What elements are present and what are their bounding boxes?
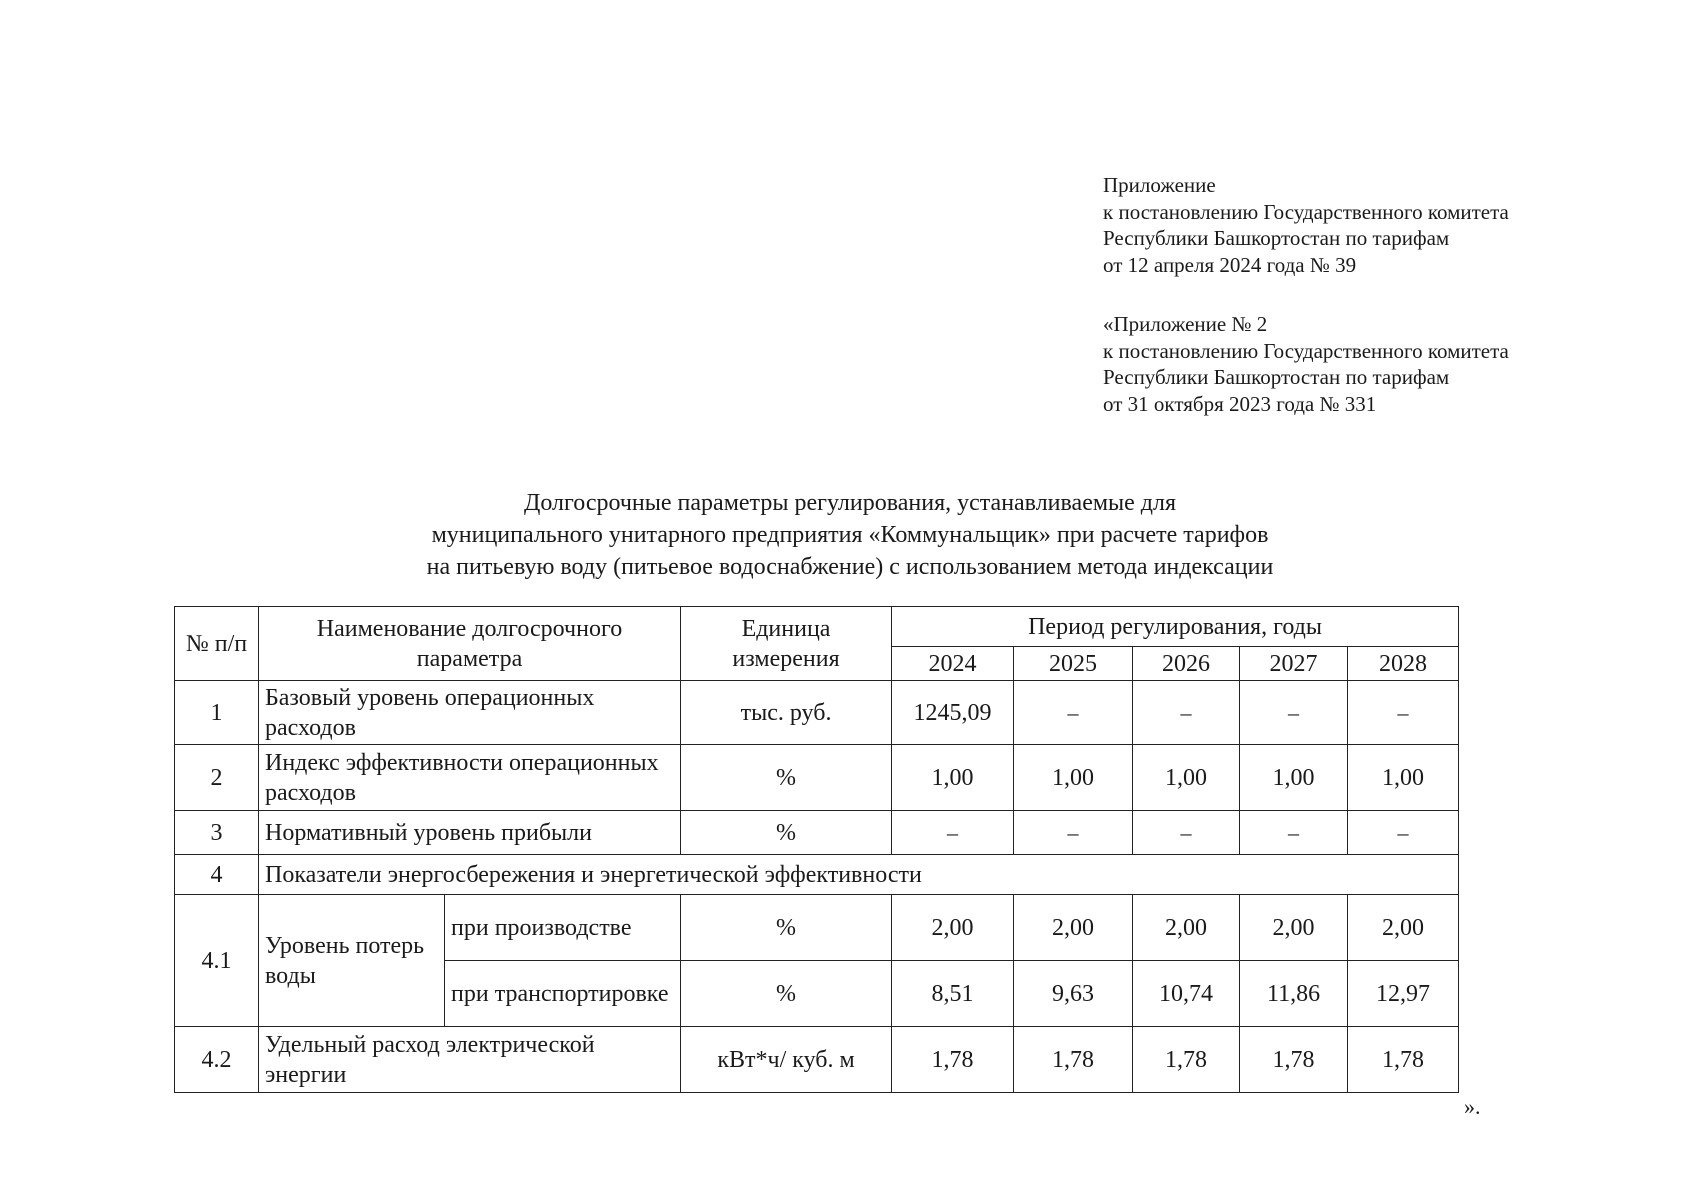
header-num: № п/п xyxy=(175,607,259,681)
appendix-line: «Приложение № 2 xyxy=(1103,312,1268,336)
row-name: Нормативный уровень прибыли xyxy=(259,811,681,855)
header-row xyxy=(175,607,1459,647)
appendix-line: к постановлению Государственного комитета xyxy=(1103,199,1509,224)
header-period: Период регулирования, годы xyxy=(892,607,1459,647)
row-unit: % xyxy=(681,811,892,855)
header-name: Наименование долгосрочного параметра xyxy=(259,607,681,681)
value-cell: 10,74 xyxy=(1133,961,1240,1027)
value-cell: – xyxy=(892,811,1014,855)
title-line: муниципального унитарного предприятия «Коммунальщик» при расчете тарифов xyxy=(431,522,1269,548)
value-cell: 1,00 xyxy=(1348,745,1459,811)
year-2025: 2025 xyxy=(1014,647,1133,681)
header-unit: Единица измерения xyxy=(681,607,892,681)
appendix-line: от 12 апреля 2024 года № 39 xyxy=(1103,252,1357,277)
row-name: Базовый уровень операционных расходов xyxy=(259,681,681,745)
value-cell: 1,00 xyxy=(892,745,1014,811)
row-unit: кВт*ч/ куб. м xyxy=(681,1027,892,1093)
value-cell: 11,86 xyxy=(1240,961,1348,1027)
value-cell: – xyxy=(1348,811,1459,855)
title-line: на питьевую воду (питьевое водоснабжение) с использованием метода индексации xyxy=(426,554,1274,580)
value-cell: 12,97 xyxy=(1348,961,1459,1027)
sub-row-name: при производстве xyxy=(445,895,681,961)
row-num: 4 xyxy=(175,855,259,895)
year-2028: 2028 xyxy=(1348,647,1459,681)
title-line: Долгосрочные параметры регулирования, устанавливаемые для xyxy=(523,490,1177,516)
value-cell: 2,00 xyxy=(1014,895,1133,961)
row-name: Уровень потерь воды xyxy=(259,895,445,1027)
document-title xyxy=(200,487,1500,583)
value-cell: 9,63 xyxy=(1014,961,1133,1027)
value-cell: 1,78 xyxy=(1133,1027,1240,1093)
table-row xyxy=(175,745,1459,811)
value-cell: 1,00 xyxy=(1240,745,1348,811)
value-cell: 1,78 xyxy=(1014,1027,1133,1093)
value-cell: 1,78 xyxy=(892,1027,1014,1093)
row-unit: % xyxy=(681,895,892,961)
sub-row-name: при транспортировке xyxy=(445,961,681,1027)
value-cell: – xyxy=(1240,811,1348,855)
row-num: 4.1 xyxy=(175,895,259,1027)
value-cell: 2,00 xyxy=(1348,895,1459,961)
original-appendix-reference xyxy=(1103,311,1509,417)
value-cell: – xyxy=(1014,811,1133,855)
parameters-table xyxy=(174,606,1459,1093)
value-cell: – xyxy=(1133,811,1240,855)
value-cell: 1245,09 xyxy=(892,681,1014,745)
appendix-line: Приложение xyxy=(1103,173,1216,197)
appendix-line: от 31 октября 2023 года № 331 xyxy=(1103,391,1377,416)
table-row xyxy=(175,1027,1459,1093)
row-num: 3 xyxy=(175,811,259,855)
value-cell: 1,00 xyxy=(1133,745,1240,811)
table-row xyxy=(175,681,1459,745)
appendix-reference xyxy=(1103,172,1509,278)
appendix-line: Республики Башкортостан по тарифам xyxy=(1103,226,1450,250)
value-cell: – xyxy=(1133,681,1240,745)
appendix-line: Республики Башкортостан по тарифам xyxy=(1103,365,1450,389)
table-row xyxy=(175,895,1459,961)
value-cell: – xyxy=(1014,681,1133,745)
row-num: 1 xyxy=(175,681,259,745)
section-name: Показатели энергосбережения и энергетической эффективности xyxy=(259,855,1459,895)
year-2024: 2024 xyxy=(892,647,1014,681)
row-num: 2 xyxy=(175,745,259,811)
year-2026: 2026 xyxy=(1133,647,1240,681)
row-num: 4.2 xyxy=(175,1027,259,1093)
value-cell: – xyxy=(1348,681,1459,745)
value-cell: 2,00 xyxy=(1240,895,1348,961)
closing-quote: ». xyxy=(1464,1094,1481,1119)
year-2027: 2027 xyxy=(1240,647,1348,681)
row-name: Индекс эффективности операционных расходов xyxy=(259,745,681,811)
row-unit: тыс. руб. xyxy=(681,681,892,745)
row-name: Удельный расход электрической энергии xyxy=(259,1027,681,1093)
value-cell: 8,51 xyxy=(892,961,1014,1027)
table-row xyxy=(175,811,1459,855)
value-cell: – xyxy=(1240,681,1348,745)
value-cell: 1,78 xyxy=(1240,1027,1348,1093)
appendix-line: к постановлению Государственного комитета xyxy=(1103,338,1509,363)
table-section-row xyxy=(175,855,1459,895)
row-unit: % xyxy=(681,745,892,811)
row-unit: % xyxy=(681,961,892,1027)
value-cell: 1,00 xyxy=(1014,745,1133,811)
value-cell: 1,78 xyxy=(1348,1027,1459,1093)
value-cell: 2,00 xyxy=(892,895,1014,961)
value-cell: 2,00 xyxy=(1133,895,1240,961)
